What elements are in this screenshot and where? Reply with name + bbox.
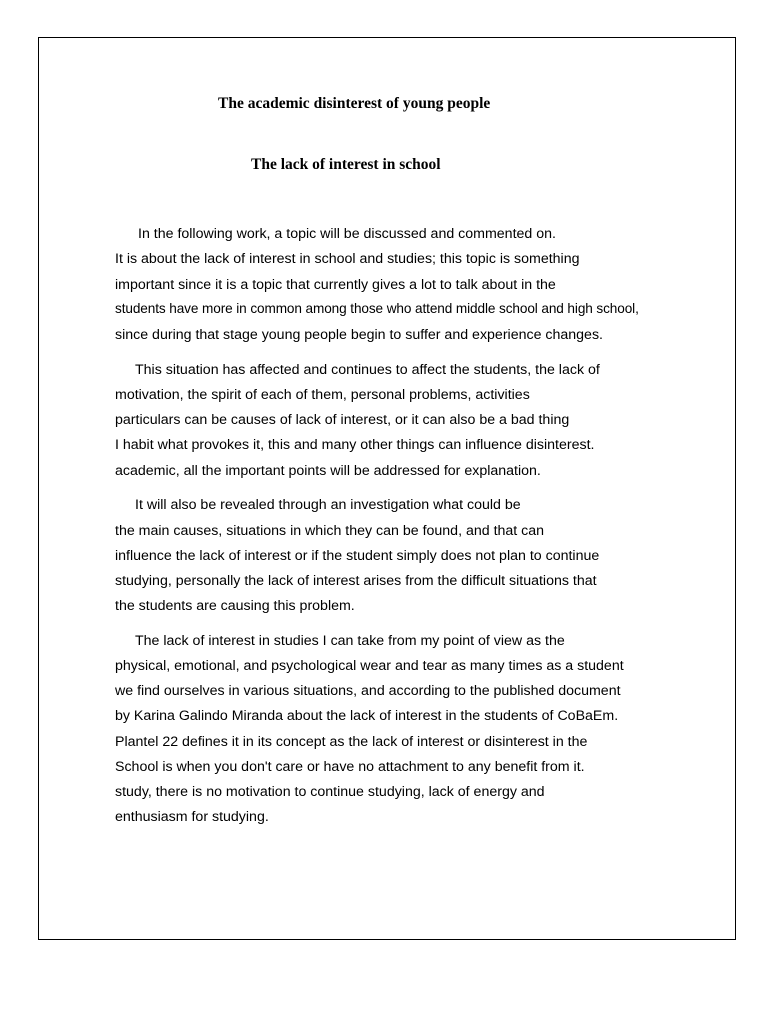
paragraph-4-line-5: Plantel 22 defines it in its concept as the lack of interest or disinterest in the	[115, 734, 588, 750]
paragraph-1-line-5: since during that stage young people begin to suffer and experience changes.	[115, 327, 603, 343]
paragraph-4-line-7: study, there is no motivation to continue studying, lack of energy and	[115, 784, 545, 800]
paragraph-2-line-3: particulars can be causes of lack of interest, or it can also be a bad thing	[115, 412, 570, 428]
paragraph-1-line-3: important since it is a topic that currently gives a lot to talk about in the	[115, 277, 556, 293]
paragraph-1-line-4: students have more in common among those who attend middle school and high school,	[115, 301, 639, 316]
paragraph-2-line-4: I habit what provokes it, this and many other things can influence disinterest.	[115, 437, 595, 453]
paragraph-4-line-1: The lack of interest in studies I can take from my point of view as the	[135, 633, 565, 649]
paragraph-3-line-5: the students are causing this problem.	[115, 598, 355, 614]
paragraph-1-line-1: In the following work, a topic will be discussed and commented on.	[138, 226, 556, 242]
paragraph-2-line-5: academic, all the important points will be addressed for explanation.	[115, 463, 541, 479]
paragraph-2-line-2: motivation, the spirit of each of them, personal problems, activities	[115, 387, 530, 403]
paragraph-4-line-6: School is when you don't care or have no attachment to any benefit from it.	[115, 759, 585, 775]
paragraph-3-line-2: the main causes, situations in which they can be found, and that can	[115, 523, 545, 539]
paragraph-2-line-1: This situation has affected and continues to affect the students, the lack of	[135, 362, 600, 378]
paragraph-3-line-1: It will also be revealed through an investigation what could be	[135, 497, 521, 513]
document-subtitle: The lack of interest in school	[251, 156, 441, 173]
paragraph-4-line-2: physical, emotional, and psychological wear and tear as many times as a student	[115, 658, 624, 674]
paragraph-4-line-8: enthusiasm for studying.	[115, 809, 269, 825]
paragraph-1-line-2: It is about the lack of interest in school and studies; this topic is something	[115, 251, 580, 267]
paragraph-4-line-4: by Karina Galindo Miranda about the lack of interest in the students of CoBaEm.	[115, 708, 619, 724]
paragraph-4-line-3: we find ourselves in various situations, and according to the published document	[115, 683, 621, 699]
document-title: The academic disinterest of young people	[218, 95, 491, 112]
paragraph-3-line-4: studying, personally the lack of interest arises from the difficult situations that	[115, 573, 597, 589]
document-page	[38, 37, 736, 940]
paragraph-3-line-3: influence the lack of interest or if the student simply does not plan to continue	[115, 548, 600, 564]
